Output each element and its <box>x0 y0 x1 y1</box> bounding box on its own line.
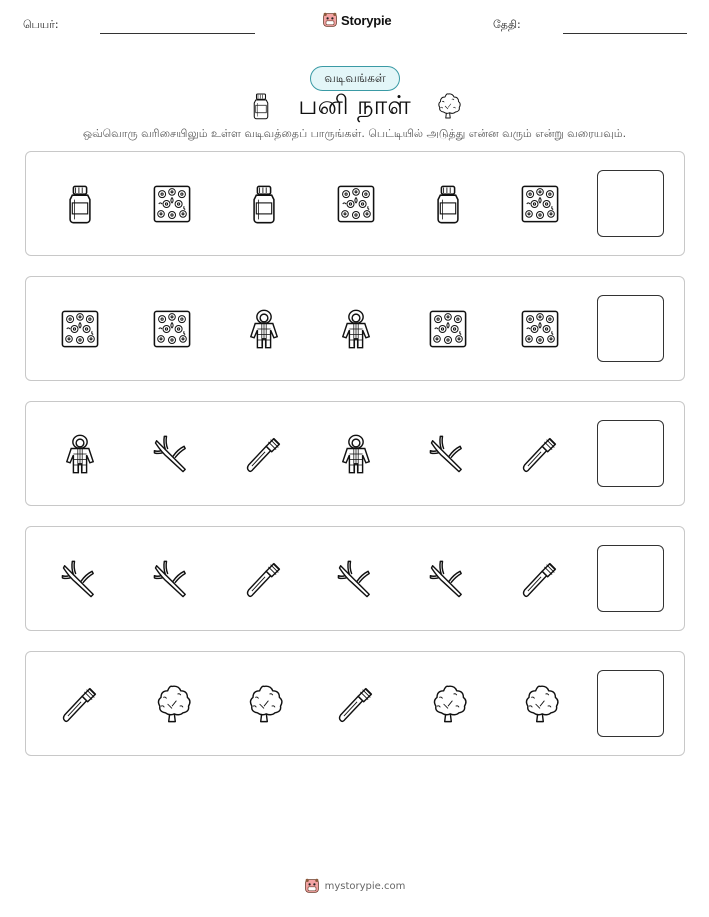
flower-tile-icon <box>334 182 378 226</box>
twig-icon <box>334 557 378 601</box>
pattern-cell <box>150 307 194 351</box>
brush-icon <box>58 682 102 726</box>
pattern-cell <box>58 307 102 351</box>
pattern-cell <box>150 432 194 476</box>
twig-icon <box>58 557 102 601</box>
pattern-row <box>25 401 685 506</box>
brand-name: Storypie <box>341 12 392 28</box>
pattern-cell <box>518 182 562 226</box>
storypie-mascot-icon <box>304 878 320 894</box>
title-row <box>0 88 709 124</box>
tree-icon <box>150 682 194 726</box>
pattern-cell <box>242 557 286 601</box>
pattern-cell <box>58 557 102 601</box>
pattern-cell <box>334 182 378 226</box>
bottle-icon <box>242 182 286 226</box>
bottle-icon <box>426 182 470 226</box>
pattern-cell <box>426 557 470 601</box>
bottle-icon <box>246 90 276 122</box>
name-write-line[interactable] <box>100 33 255 34</box>
pattern-cell <box>426 432 470 476</box>
pattern-cell <box>58 182 102 226</box>
pattern-cell <box>426 307 470 351</box>
pattern-row <box>25 151 685 256</box>
twig-icon <box>150 557 194 601</box>
pattern-cell <box>426 182 470 226</box>
snowsuit-icon <box>334 307 378 351</box>
answer-box[interactable] <box>597 295 664 362</box>
pattern-cell <box>334 682 378 726</box>
pattern-cell <box>334 307 378 351</box>
pattern-cell <box>58 682 102 726</box>
twig-icon <box>426 557 470 601</box>
topic-badge: வடிவங்கள் <box>310 66 400 91</box>
pattern-row <box>25 651 685 756</box>
pattern-cell <box>518 432 562 476</box>
brush-icon <box>242 557 286 601</box>
pattern-cell <box>334 557 378 601</box>
twig-icon <box>150 432 194 476</box>
pattern-cell <box>426 682 470 726</box>
pattern-cell <box>242 432 286 476</box>
name-label: பெயர்: <box>23 18 59 31</box>
snowsuit-icon <box>334 432 378 476</box>
answer-box[interactable] <box>597 670 664 737</box>
pattern-cell <box>150 182 194 226</box>
flower-tile-icon <box>58 307 102 351</box>
snowsuit-icon <box>242 307 286 351</box>
brush-icon <box>242 432 286 476</box>
pattern-cell <box>242 182 286 226</box>
tree-icon <box>433 90 463 122</box>
pattern-cell <box>334 432 378 476</box>
pattern-cell <box>518 682 562 726</box>
brush-icon <box>334 682 378 726</box>
page-title: பனி நாள் <box>298 91 411 121</box>
pattern-cell <box>242 307 286 351</box>
tree-icon <box>518 682 562 726</box>
date-label: தேதி: <box>493 18 521 31</box>
pattern-cell <box>150 557 194 601</box>
brush-icon <box>518 557 562 601</box>
pattern-cell <box>58 432 102 476</box>
answer-box[interactable] <box>597 545 664 612</box>
pattern-cell <box>518 557 562 601</box>
tree-icon <box>426 682 470 726</box>
tree-icon <box>242 682 286 726</box>
brush-icon <box>518 432 562 476</box>
pattern-row <box>25 276 685 381</box>
pattern-row <box>25 526 685 631</box>
footer-site: mystorypie.com <box>324 880 406 892</box>
pattern-cell <box>242 682 286 726</box>
pattern-cell <box>150 682 194 726</box>
bottle-icon <box>58 182 102 226</box>
pattern-cell <box>518 307 562 351</box>
flower-tile-icon <box>426 307 470 351</box>
answer-box[interactable] <box>597 420 664 487</box>
twig-icon <box>426 432 470 476</box>
flower-tile-icon <box>150 307 194 351</box>
flower-tile-icon <box>150 182 194 226</box>
footer <box>0 878 709 894</box>
flower-tile-icon <box>518 307 562 351</box>
snowsuit-icon <box>58 432 102 476</box>
answer-box[interactable] <box>597 170 664 237</box>
instructions: ஒவ்வொரு வரிசையிலும் உள்ள வடிவத்தைப் பாருங்கள். பெட்டியில் அடுத்து என்ன வரும் என்று வரையவும். <box>82 127 627 140</box>
brand-logo <box>322 12 391 28</box>
storypie-mascot-icon <box>322 12 338 28</box>
flower-tile-icon <box>518 182 562 226</box>
worksheet-header <box>0 0 709 50</box>
date-write-line[interactable] <box>563 33 687 34</box>
